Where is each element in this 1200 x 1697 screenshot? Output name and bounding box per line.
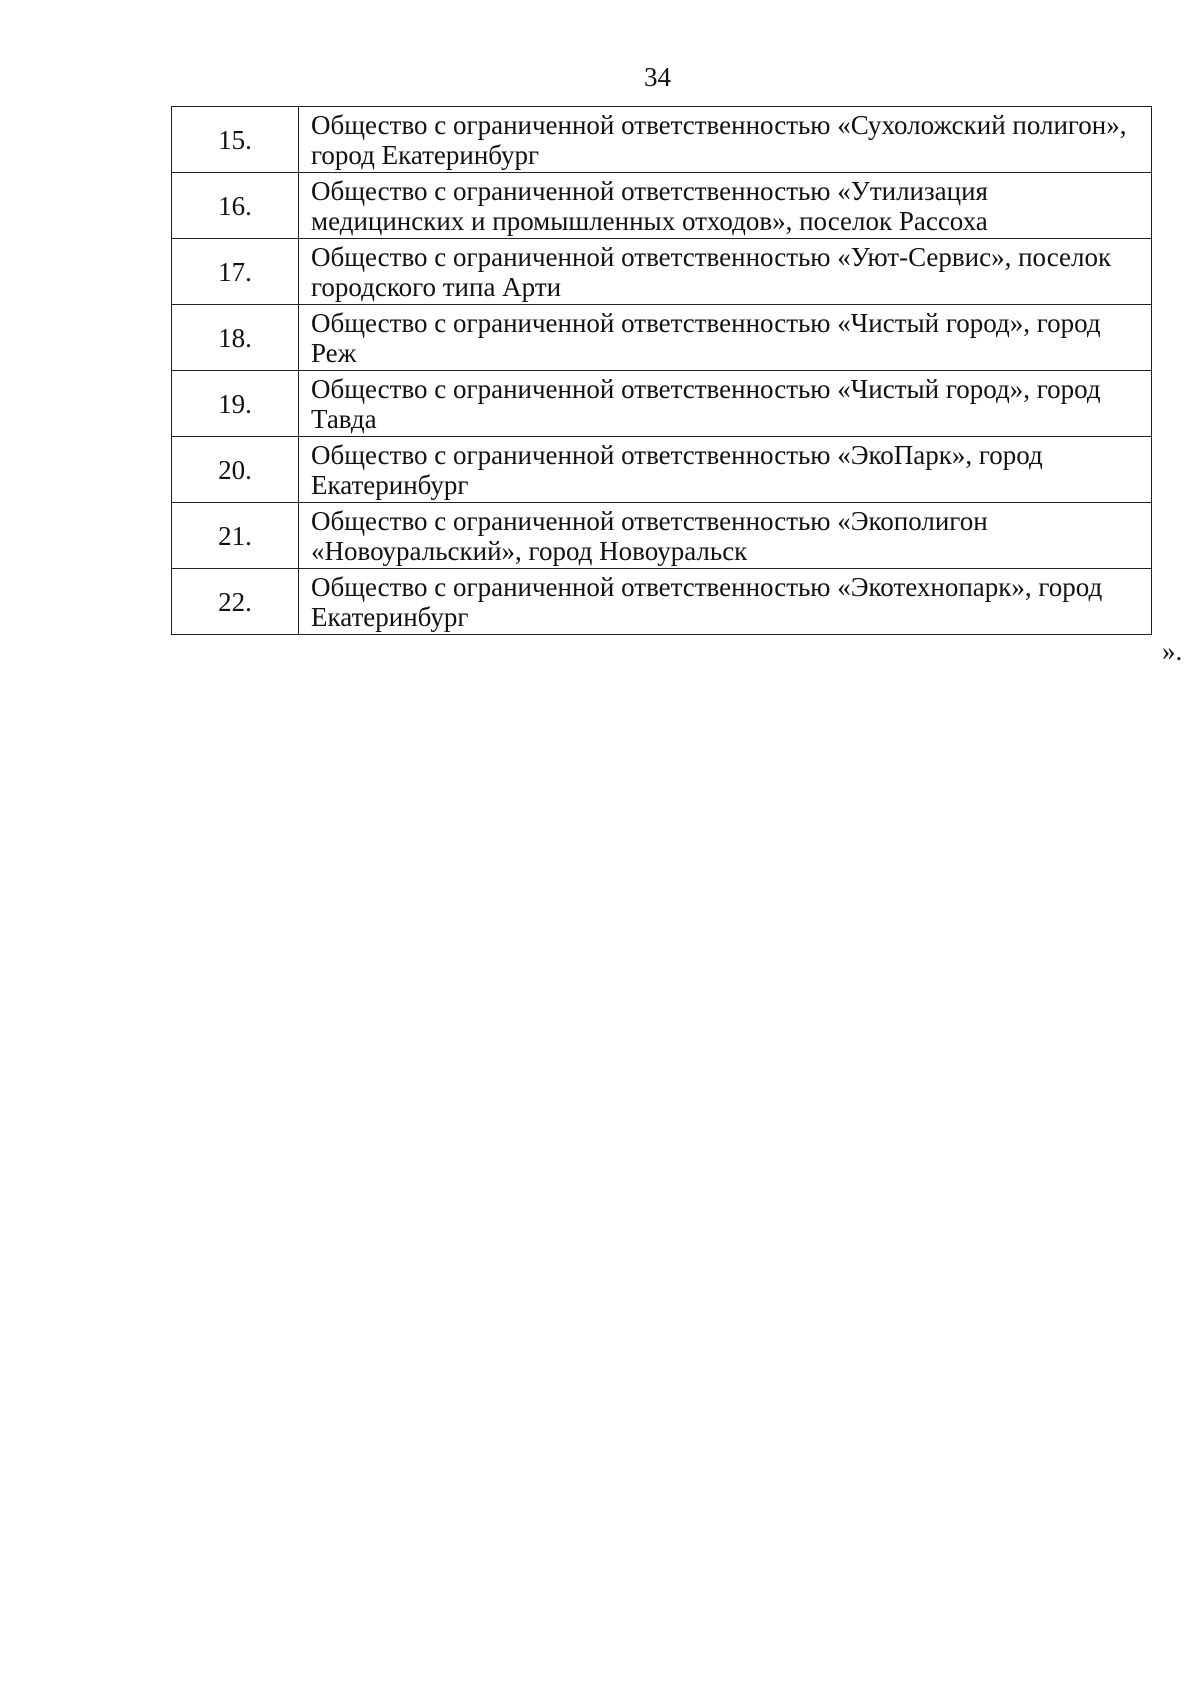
table-row xyxy=(172,503,1152,569)
row-number: 16. xyxy=(172,173,299,239)
organization-name: Общество с ограниченной ответственностью «Утилизация медицинских и промышленных отходов», поселок Рассоха xyxy=(299,173,1152,239)
table-row xyxy=(172,305,1152,371)
organizations-table xyxy=(171,106,1152,635)
row-number: 15. xyxy=(172,107,299,173)
row-number: 21. xyxy=(172,503,299,569)
table-row xyxy=(172,107,1152,173)
organization-name: Общество с ограниченной ответственностью «Чистый город», город Тавда xyxy=(299,371,1152,437)
table-row xyxy=(172,239,1152,305)
table-row xyxy=(172,569,1152,635)
organization-name: Общество с ограниченной ответственностью «Экополигон «Новоуральский», город Новоуральск xyxy=(299,503,1152,569)
row-number: 18. xyxy=(172,305,299,371)
table-row xyxy=(172,437,1152,503)
organization-name: Общество с ограниченной ответственностью «Чистый город», город Реж xyxy=(299,305,1152,371)
table-row xyxy=(172,173,1152,239)
table-row xyxy=(172,371,1152,437)
row-number: 19. xyxy=(172,371,299,437)
organization-name: Общество с ограниченной ответственностью «Уют-Сервис», поселок городского типа Арти xyxy=(299,239,1152,305)
organization-name: Общество с ограниченной ответственностью «ЭкоПарк», город Екатеринбург xyxy=(299,437,1152,503)
row-number: 22. xyxy=(172,569,299,635)
organization-name: Общество с ограниченной ответственностью «Сухоложский полигон», город Екатеринбург xyxy=(299,107,1152,173)
organization-name: Общество с ограниченной ответственностью «Экотехнопарк», город Екатеринбург xyxy=(299,569,1152,635)
page-number: 34 xyxy=(644,62,671,92)
row-number: 20. xyxy=(172,437,299,503)
row-number: 17. xyxy=(172,239,299,305)
closing-quote-mark: ». xyxy=(1162,636,1183,666)
